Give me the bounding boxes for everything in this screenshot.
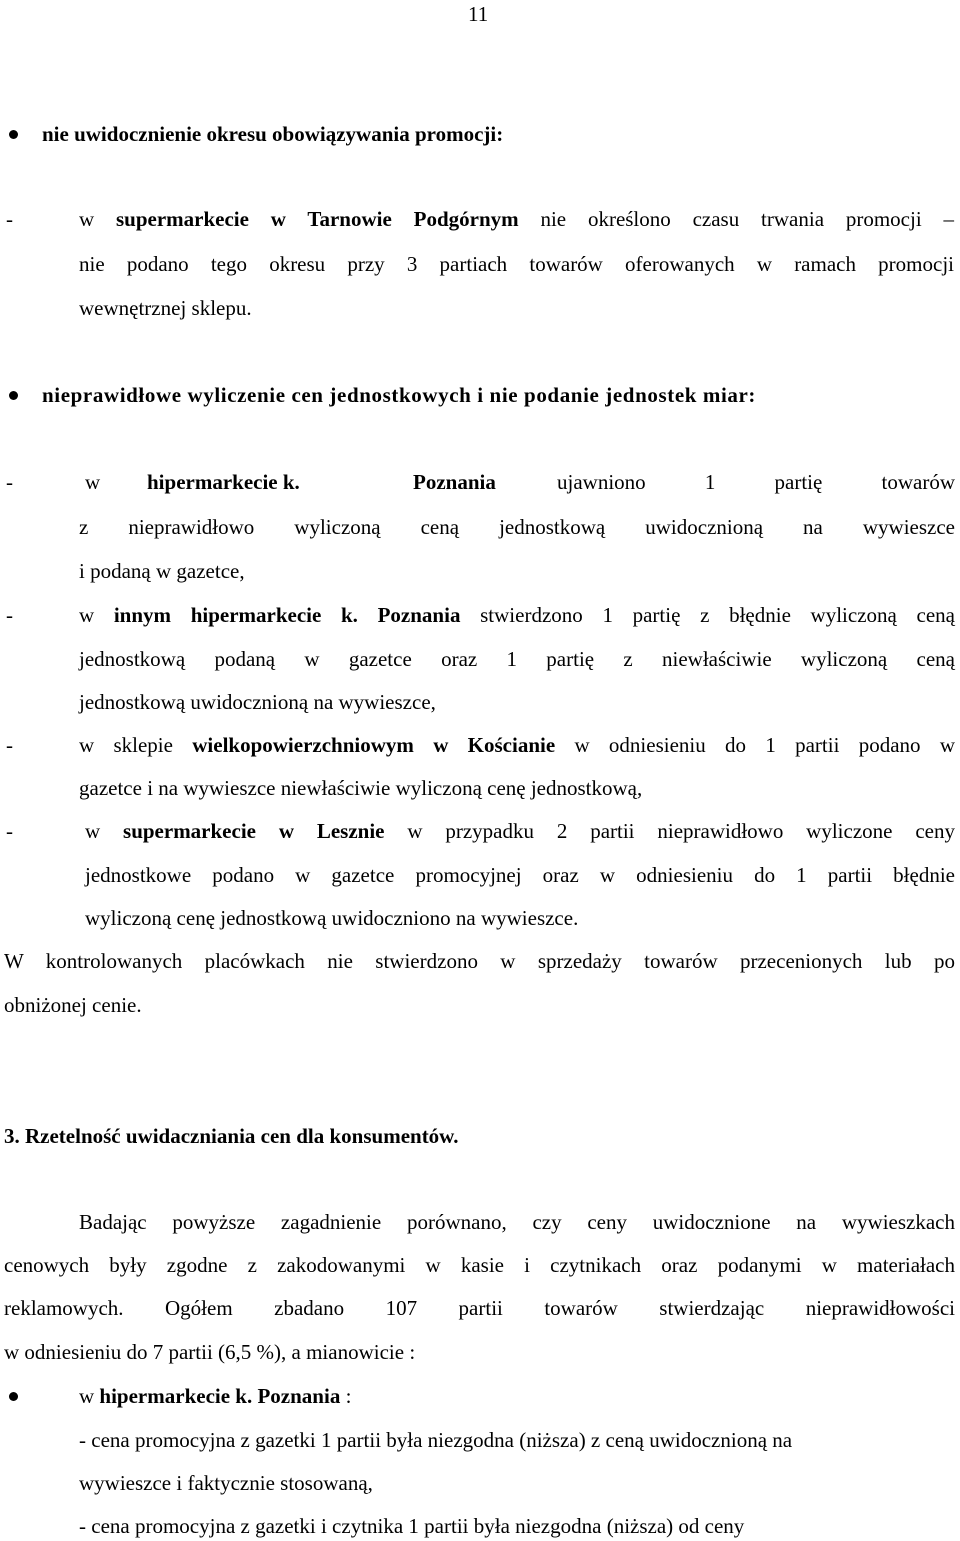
page-number: 11 bbox=[468, 2, 489, 26]
bullet-marker bbox=[9, 391, 18, 400]
paragraph-line: hipermarkecie k. bbox=[147, 470, 300, 494]
section-heading-promo-period: nie uwidocznienie okresu obowiązywania promocji: bbox=[42, 122, 504, 146]
paragraph-line: w supermarkecie w Lesznie w przypadku 2 partii nieprawidłowo wyliczone ceny bbox=[85, 819, 955, 843]
dash-marker: - bbox=[6, 207, 13, 231]
paragraph-line: gazetce i na wywieszce niewłaściwie wyliczoną cenę jednostkową, bbox=[79, 776, 643, 800]
paragraph-line: wywieszce i faktycznie stosowaną, bbox=[79, 1471, 373, 1495]
paragraph-line: wyliczoną cenę jednostkową uwidoczniono na wywieszce. bbox=[85, 906, 579, 930]
paragraph-line: w bbox=[85, 470, 101, 494]
paragraph-line: w odniesieniu do 7 partii (6,5 %), a mianowicie : bbox=[4, 1340, 416, 1364]
paragraph-line: w sklepie wielkopowierzchniowym w Kościanie w odniesieniu do 1 partii podano w bbox=[79, 733, 956, 757]
dash-marker: - bbox=[6, 819, 13, 843]
paragraph-line: jednostkową podaną w gazetce oraz 1 partię z niewłaściwie wyliczoną ceną bbox=[79, 647, 955, 671]
paragraph-line: w supermarkecie w Tarnowie Podgórnym nie określono czasu trwania promocji – bbox=[79, 207, 954, 231]
paragraph-line: w hipermarkecie k. Poznania : bbox=[79, 1384, 352, 1408]
dash-marker: - bbox=[6, 470, 13, 494]
paragraph-line: w innym hipermarkecie k. Poznania stwierdzono 1 partię z błędnie wyliczoną ceną bbox=[79, 603, 955, 627]
paragraph-line: W kontrolowanych placówkach nie stwierdzono w sprzedaży towarów przecenionych lub po bbox=[4, 949, 955, 973]
paragraph-line: obniżonej cenie. bbox=[4, 993, 142, 1017]
paragraph-line: cenowych były zgodne z zakodowanymi w kasie i czytnikach oraz podanymi w materiałach bbox=[4, 1253, 955, 1277]
bullet-marker bbox=[9, 1392, 18, 1401]
paragraph-line: ujawniono 1 partię towarów bbox=[557, 470, 955, 494]
paragraph-line: Badając powyższe zagadnienie porównano, czy ceny uwidocznione na wywieszkach bbox=[79, 1210, 955, 1234]
paragraph-line: jednostkową uwidocznioną na wywieszce, bbox=[79, 690, 436, 714]
dash-marker: - bbox=[6, 603, 13, 627]
paragraph-line: - cena promocyjna z gazetki i czytnika 1 partii była niezgodna (niższa) od ceny bbox=[79, 1514, 745, 1538]
paragraph-line: z nieprawidłowo wyliczoną ceną jednostkową uwidocznioną na wywieszce bbox=[79, 515, 955, 539]
paragraph-line: reklamowych. Ogółem zbadano 107 partii towarów stwierdzając nieprawidłowości bbox=[4, 1296, 955, 1320]
paragraph-line: - cena promocyjna z gazetki 1 partii była niezgodna (niższa) z ceną uwidocznioną na bbox=[79, 1428, 793, 1452]
paragraph-line: Poznania bbox=[413, 470, 496, 494]
dash-marker: - bbox=[6, 733, 13, 757]
section-heading-unit-prices: nieprawidłowe wyliczenie cen jednostkowych i nie podanie jednostek miar: bbox=[42, 383, 757, 407]
paragraph-line: nie podano tego okresu przy 3 partiach towarów oferowanych w ramach promocji bbox=[79, 252, 954, 276]
paragraph-line: jednostkowe podano w gazetce promocyjnej oraz w odniesieniu do 1 partii błędnie bbox=[85, 863, 955, 887]
section-heading-3: 3. Rzetelność uwidaczniania cen dla konsumentów. bbox=[4, 1124, 459, 1148]
paragraph-line: wewnętrznej sklepu. bbox=[79, 296, 252, 320]
bullet-marker bbox=[9, 130, 18, 139]
paragraph-line: i podaną w gazetce, bbox=[79, 559, 245, 583]
